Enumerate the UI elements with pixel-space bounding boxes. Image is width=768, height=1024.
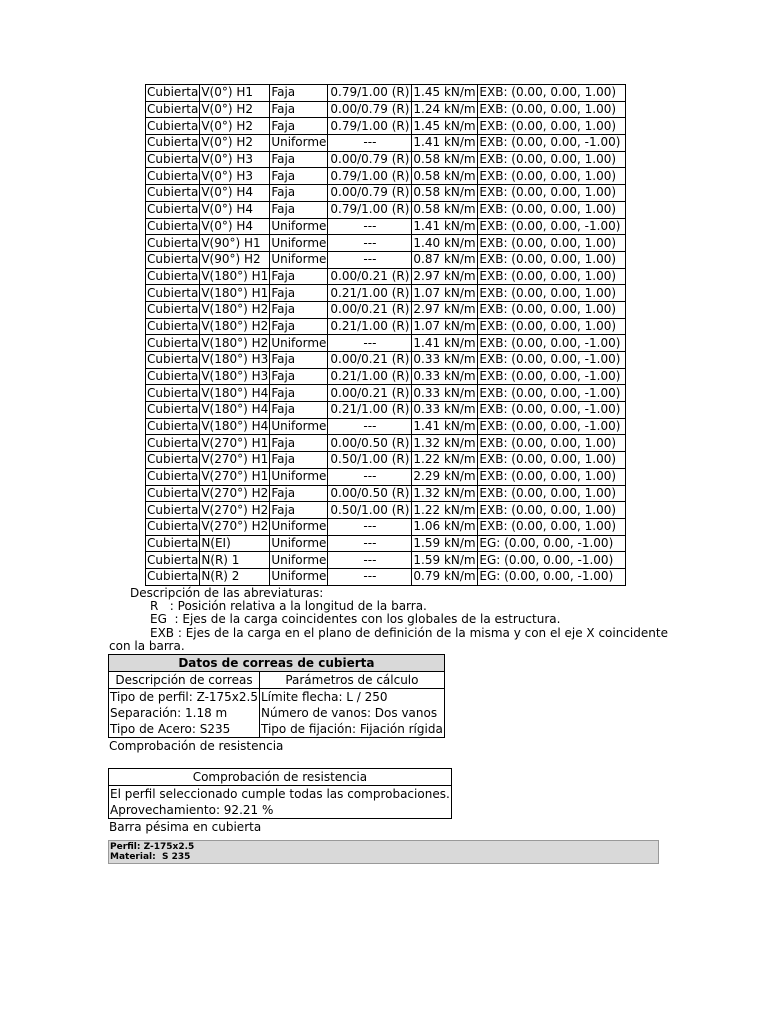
- load-cell: 1.59 kN/m: [412, 535, 478, 552]
- correas-title: Datos de correas de cubierta: [109, 655, 445, 672]
- load-cell: EXB: (0.00, 0.00, 1.00): [478, 101, 626, 118]
- load-cell: 0.00/0.21 (R): [328, 385, 412, 402]
- load-cell: EXB: (0.00, 0.00, -1.00): [478, 352, 626, 369]
- load-cell: Cubierta: [147, 185, 199, 200]
- load-cell: 2.29 kN/m: [412, 468, 478, 485]
- load-cell: 1.45 kN/m: [412, 85, 478, 102]
- load-row: [146, 435, 626, 452]
- load-cell: V(270°) H1: [201, 435, 269, 450]
- load-cell: Cubierta: [147, 469, 199, 484]
- load-row: [146, 151, 626, 168]
- load-cell: V(0°) H4: [200, 201, 270, 218]
- load-cell: Cubierta: [147, 135, 199, 150]
- load-cell: Uniforme: [271, 552, 327, 567]
- load-cell: Faja: [270, 201, 328, 218]
- correas-cell: Límite flecha: L / 250: [260, 689, 445, 706]
- load-cell: ---: [328, 468, 412, 485]
- load-row: [146, 402, 626, 419]
- load-cell: 0.79/1.00 (R): [328, 168, 412, 185]
- load-cell: 0.79/1.00 (R): [328, 201, 412, 218]
- load-cell: Cubierta: [147, 202, 199, 217]
- correas-table: [108, 654, 445, 738]
- load-cell: EXB: (0.00, 0.00, 1.00): [478, 268, 626, 285]
- load-cell: 0.33 kN/m: [412, 352, 478, 369]
- load-cell: Cubierta: [147, 235, 199, 250]
- load-cell: V(90°) H2: [200, 251, 270, 268]
- load-cell: 0.21/1.00 (R): [328, 318, 412, 335]
- note-r: R : Posición relativa a la longitud de la barra.: [150, 599, 427, 614]
- load-cell: 0.50/1.00 (R): [328, 502, 412, 519]
- load-cell: V(90°) H1: [200, 235, 270, 252]
- load-cell: 1.45 kN/m: [412, 118, 478, 135]
- load-row: [146, 118, 626, 135]
- load-row: [146, 352, 626, 369]
- load-cell: V(0°) H2: [200, 118, 270, 135]
- load-cell: 1.32 kN/m: [412, 435, 478, 452]
- load-cell: Cubierta: [147, 385, 199, 400]
- load-cell: EXB: (0.00, 0.00, 1.00): [478, 502, 626, 519]
- load-cell: Cubierta: [147, 152, 199, 167]
- load-cell: Cubierta: [147, 435, 199, 450]
- load-row: [146, 535, 626, 552]
- load-cell: Cubierta: [147, 252, 199, 267]
- load-cell: Uniforme: [271, 252, 327, 267]
- load-cell: 0.00/0.21 (R): [328, 268, 412, 285]
- resist-title: Comprobación de resistencia: [109, 769, 452, 786]
- worst-bar-label: Barra pésima en cubierta: [109, 820, 262, 834]
- load-cell: 1.22 kN/m: [412, 502, 478, 519]
- load-cell: EXB: (0.00, 0.00, 1.00): [478, 168, 626, 185]
- load-cell: EXB: (0.00, 0.00, 1.00): [478, 235, 626, 252]
- load-cell: Cubierta: [147, 352, 199, 367]
- load-row: [146, 385, 626, 402]
- load-cell: 0.50/1.00 (R): [328, 452, 412, 469]
- load-cell: V(270°) H1: [201, 469, 269, 484]
- load-row: [146, 135, 626, 152]
- load-cell: 1.41 kN/m: [412, 418, 478, 435]
- load-cell: EXB: (0.00, 0.00, 1.00): [478, 435, 626, 452]
- load-row: [146, 201, 626, 218]
- resist-line-1: El perfil seleccionado cumple todas las comprobaciones.: [110, 787, 450, 801]
- load-cell: Faja: [270, 151, 328, 168]
- load-cell: V(0°) H1: [200, 85, 270, 102]
- load-cell: Uniforme: [271, 135, 327, 150]
- load-row: [146, 468, 626, 485]
- load-cell: V(270°) H1: [201, 452, 269, 467]
- load-cell: 1.22 kN/m: [412, 452, 478, 469]
- load-cell: EXB: (0.00, 0.00, -1.00): [478, 402, 626, 419]
- load-cell: V(0°) H2: [200, 101, 270, 118]
- load-cell: V(180°) H4: [201, 419, 269, 434]
- load-cell: EXB: (0.00, 0.00, 1.00): [478, 151, 626, 168]
- load-row: [146, 285, 626, 302]
- load-row: [146, 301, 626, 318]
- load-cell: 0.58 kN/m: [412, 185, 478, 202]
- load-cell: 0.21/1.00 (R): [328, 368, 412, 385]
- load-cell: EXB: (0.00, 0.00, -1.00): [478, 385, 626, 402]
- load-cell: N(R) 1: [200, 552, 270, 569]
- load-cell: ---: [328, 251, 412, 268]
- load-cell: 1.07 kN/m: [412, 285, 478, 302]
- load-cell: 0.00/0.21 (R): [328, 301, 412, 318]
- worst-bar-box: [108, 840, 659, 864]
- load-cell: 1.41 kN/m: [412, 135, 478, 152]
- load-cell: V(180°) H2: [201, 302, 269, 317]
- load-cell: EXB: (0.00, 0.00, -1.00): [478, 368, 626, 385]
- load-cell: Cubierta: [147, 569, 199, 584]
- load-row: [146, 518, 626, 535]
- load-cell: Faja: [270, 318, 328, 335]
- load-cell: Cubierta: [147, 318, 199, 333]
- load-row: [146, 168, 626, 185]
- load-cell: ---: [328, 135, 412, 152]
- load-cell: EXB: (0.00, 0.00, 1.00): [478, 118, 626, 135]
- load-cell: Cubierta: [147, 402, 199, 417]
- load-cell: ---: [328, 218, 412, 235]
- load-row: [146, 268, 626, 285]
- load-cell: Cubierta: [147, 118, 199, 133]
- load-row: [146, 502, 626, 519]
- loads-table: [145, 84, 626, 586]
- load-cell: EXB: (0.00, 0.00, 1.00): [478, 201, 626, 218]
- load-cell: Faja: [270, 301, 328, 318]
- load-cell: EXB: (0.00, 0.00, 1.00): [478, 318, 626, 335]
- load-row: [146, 235, 626, 252]
- load-cell: 0.58 kN/m: [412, 151, 478, 168]
- load-cell: Faja: [270, 352, 328, 369]
- load-row: [146, 368, 626, 385]
- load-cell: 0.00/0.50 (R): [328, 435, 412, 452]
- load-cell: 0.00/0.79 (R): [328, 185, 412, 202]
- load-cell: EXB: (0.00, 0.00, -1.00): [478, 218, 626, 235]
- correas-cell: Tipo de fijación: Fijación rígida: [261, 722, 443, 736]
- note-exb-cont: con la barra.: [109, 638, 185, 653]
- load-cell: Faja: [270, 435, 328, 452]
- load-cell: Cubierta: [147, 168, 199, 183]
- load-cell: Uniforme: [271, 218, 327, 233]
- load-cell: ---: [328, 552, 412, 569]
- load-cell: 1.40 kN/m: [412, 235, 478, 252]
- load-cell: V(180°) H2: [201, 335, 269, 350]
- load-cell: Faja: [270, 185, 328, 202]
- load-cell: ---: [328, 535, 412, 552]
- load-cell: Cubierta: [147, 552, 199, 567]
- load-cell: Uniforme: [271, 335, 327, 350]
- load-cell: Cubierta: [147, 519, 199, 534]
- load-row: [146, 101, 626, 118]
- load-cell: 2.97 kN/m: [412, 301, 478, 318]
- load-cell: Uniforme: [271, 569, 327, 584]
- load-cell: V(180°) H1: [201, 268, 269, 283]
- load-cell: V(180°) H4: [201, 402, 269, 417]
- load-row: [146, 318, 626, 335]
- load-cell: 0.79/1.00 (R): [328, 85, 412, 102]
- load-cell: 1.41 kN/m: [412, 218, 478, 235]
- notes-title: Descripción de las abreviaturas:: [130, 586, 324, 600]
- load-row: [146, 85, 626, 102]
- load-cell: Uniforme: [271, 519, 327, 534]
- load-cell: ---: [328, 335, 412, 352]
- load-cell: EG: (0.00, 0.00, -1.00): [478, 568, 626, 585]
- load-cell: EXB: (0.00, 0.00, 1.00): [478, 301, 626, 318]
- load-cell: V(180°) H3: [201, 369, 269, 384]
- note-eg: EG : Ejes de la carga coincidentes con los globales de la estructura.: [150, 612, 561, 627]
- load-cell: 0.33 kN/m: [412, 368, 478, 385]
- correas-cell: Tipo de perfil: Z-175x2.5: [110, 690, 258, 704]
- load-cell: Faja: [270, 402, 328, 419]
- correas-cell: Tipo de Acero: S235: [109, 721, 260, 738]
- load-cell: 1.41 kN/m: [412, 335, 478, 352]
- load-cell: Cubierta: [147, 369, 199, 384]
- load-cell: N(EI): [200, 535, 270, 552]
- load-cell: 0.87 kN/m: [412, 251, 478, 268]
- resistance-table: [108, 768, 452, 819]
- load-cell: EXB: (0.00, 0.00, 1.00): [478, 518, 626, 535]
- load-cell: 0.33 kN/m: [412, 402, 478, 419]
- load-cell: 0.21/1.00 (R): [328, 285, 412, 302]
- load-cell: V(180°) H3: [201, 352, 269, 367]
- load-cell: EG: (0.00, 0.00, -1.00): [478, 552, 626, 569]
- load-cell: 0.33 kN/m: [412, 385, 478, 402]
- load-cell: EXB: (0.00, 0.00, 1.00): [478, 285, 626, 302]
- load-cell: V(0°) H4: [200, 218, 270, 235]
- load-cell: Uniforme: [271, 419, 327, 434]
- load-cell: 1.06 kN/m: [412, 518, 478, 535]
- load-cell: Faja: [270, 118, 328, 135]
- load-cell: Faja: [270, 101, 328, 118]
- resist-line-2: Aprovechamiento: 92.21 %: [109, 802, 452, 819]
- load-cell: 1.59 kN/m: [412, 552, 478, 569]
- load-cell: N(R) 2: [200, 568, 270, 585]
- load-cell: Faja: [270, 285, 328, 302]
- load-cell: EXB: (0.00, 0.00, 1.00): [478, 485, 626, 502]
- bar-perfil: Perfil: Z-175x2.5: [110, 842, 195, 852]
- load-cell: 0.58 kN/m: [412, 201, 478, 218]
- load-cell: ---: [328, 235, 412, 252]
- load-cell: 1.32 kN/m: [412, 485, 478, 502]
- load-cell: Cubierta: [147, 102, 199, 117]
- load-cell: Faja: [270, 385, 328, 402]
- load-row: [146, 218, 626, 235]
- load-cell: EXB: (0.00, 0.00, 1.00): [478, 452, 626, 469]
- load-cell: V(0°) H3: [200, 168, 270, 185]
- load-cell: Faja: [270, 502, 328, 519]
- load-cell: Cubierta: [147, 335, 199, 350]
- load-cell: V(180°) H4: [201, 385, 269, 400]
- load-cell: ---: [328, 418, 412, 435]
- load-cell: 0.79/1.00 (R): [328, 118, 412, 135]
- load-row: [146, 485, 626, 502]
- load-row: [146, 185, 626, 202]
- load-cell: V(0°) H4: [200, 185, 270, 202]
- load-cell: Cubierta: [147, 535, 199, 550]
- load-cell: Uniforme: [271, 535, 327, 550]
- correas-cell: Número de vanos: Dos vanos: [260, 705, 445, 721]
- load-cell: V(180°) H2: [201, 318, 269, 333]
- load-cell: Cubierta: [147, 502, 199, 517]
- load-cell: Faja: [270, 368, 328, 385]
- load-cell: ---: [328, 568, 412, 585]
- loads-table-body: [146, 85, 626, 586]
- load-cell: 0.00/0.79 (R): [328, 101, 412, 118]
- load-cell: V(180°) H1: [201, 285, 269, 300]
- load-row: [146, 251, 626, 268]
- load-cell: Cubierta: [147, 268, 199, 283]
- load-cell: 0.00/0.79 (R): [328, 151, 412, 168]
- correas-cell: Separación: 1.18 m: [109, 705, 260, 721]
- load-cell: 0.00/0.21 (R): [328, 352, 412, 369]
- load-cell: Uniforme: [271, 469, 327, 484]
- load-cell: 0.58 kN/m: [412, 168, 478, 185]
- load-cell: Faja: [270, 168, 328, 185]
- load-cell: 0.79 kN/m: [412, 568, 478, 585]
- load-cell: Faja: [270, 452, 328, 469]
- load-cell: Uniforme: [271, 235, 327, 250]
- load-row: [146, 452, 626, 469]
- abbreviations-notes: [109, 587, 669, 653]
- load-row: [146, 552, 626, 569]
- load-cell: 0.21/1.00 (R): [328, 402, 412, 419]
- load-cell: EXB: (0.00, 0.00, 1.00): [478, 85, 626, 102]
- correas-col-description: Descripción de correas: [109, 672, 260, 689]
- bar-material: Material: S 235: [110, 851, 191, 862]
- load-cell: ---: [328, 518, 412, 535]
- load-cell: Cubierta: [147, 285, 199, 300]
- load-cell: Faja: [270, 485, 328, 502]
- load-cell: EXB: (0.00, 0.00, 1.00): [478, 251, 626, 268]
- load-cell: 0.00/0.50 (R): [328, 485, 412, 502]
- load-cell: 1.07 kN/m: [412, 318, 478, 335]
- load-cell: Faja: [270, 85, 328, 102]
- load-cell: EXB: (0.00, 0.00, -1.00): [478, 335, 626, 352]
- load-cell: EXB: (0.00, 0.00, -1.00): [478, 135, 626, 152]
- load-row: [146, 418, 626, 435]
- load-row: [146, 335, 626, 352]
- load-cell: Cubierta: [147, 419, 199, 434]
- load-cell: V(270°) H2: [201, 502, 269, 517]
- load-cell: EXB: (0.00, 0.00, 1.00): [478, 468, 626, 485]
- load-cell: EXB: (0.00, 0.00, -1.00): [478, 418, 626, 435]
- load-cell: EG: (0.00, 0.00, -1.00): [478, 535, 626, 552]
- load-row: [146, 568, 626, 585]
- load-cell: V(0°) H3: [200, 151, 270, 168]
- correas-col-parameters: Parámetros de cálculo: [260, 672, 445, 689]
- load-cell: 2.97 kN/m: [412, 268, 478, 285]
- load-cell: Cubierta: [147, 85, 199, 100]
- load-cell: Faja: [270, 268, 328, 285]
- load-cell: V(270°) H2: [201, 519, 269, 534]
- load-cell: V(270°) H2: [201, 485, 269, 500]
- load-cell: EXB: (0.00, 0.00, 1.00): [478, 185, 626, 202]
- load-cell: Cubierta: [147, 302, 199, 317]
- load-cell: 1.24 kN/m: [412, 101, 478, 118]
- load-cell: Cubierta: [147, 218, 199, 233]
- load-cell: V(0°) H2: [200, 135, 270, 152]
- note-exb: EXB : Ejes de la carga en el plano de definición de la misma y con el eje X coincidente: [150, 625, 668, 640]
- load-cell: Cubierta: [147, 485, 199, 500]
- resist-section-label: Comprobación de resistencia: [109, 739, 284, 753]
- load-cell: Cubierta: [147, 452, 199, 467]
